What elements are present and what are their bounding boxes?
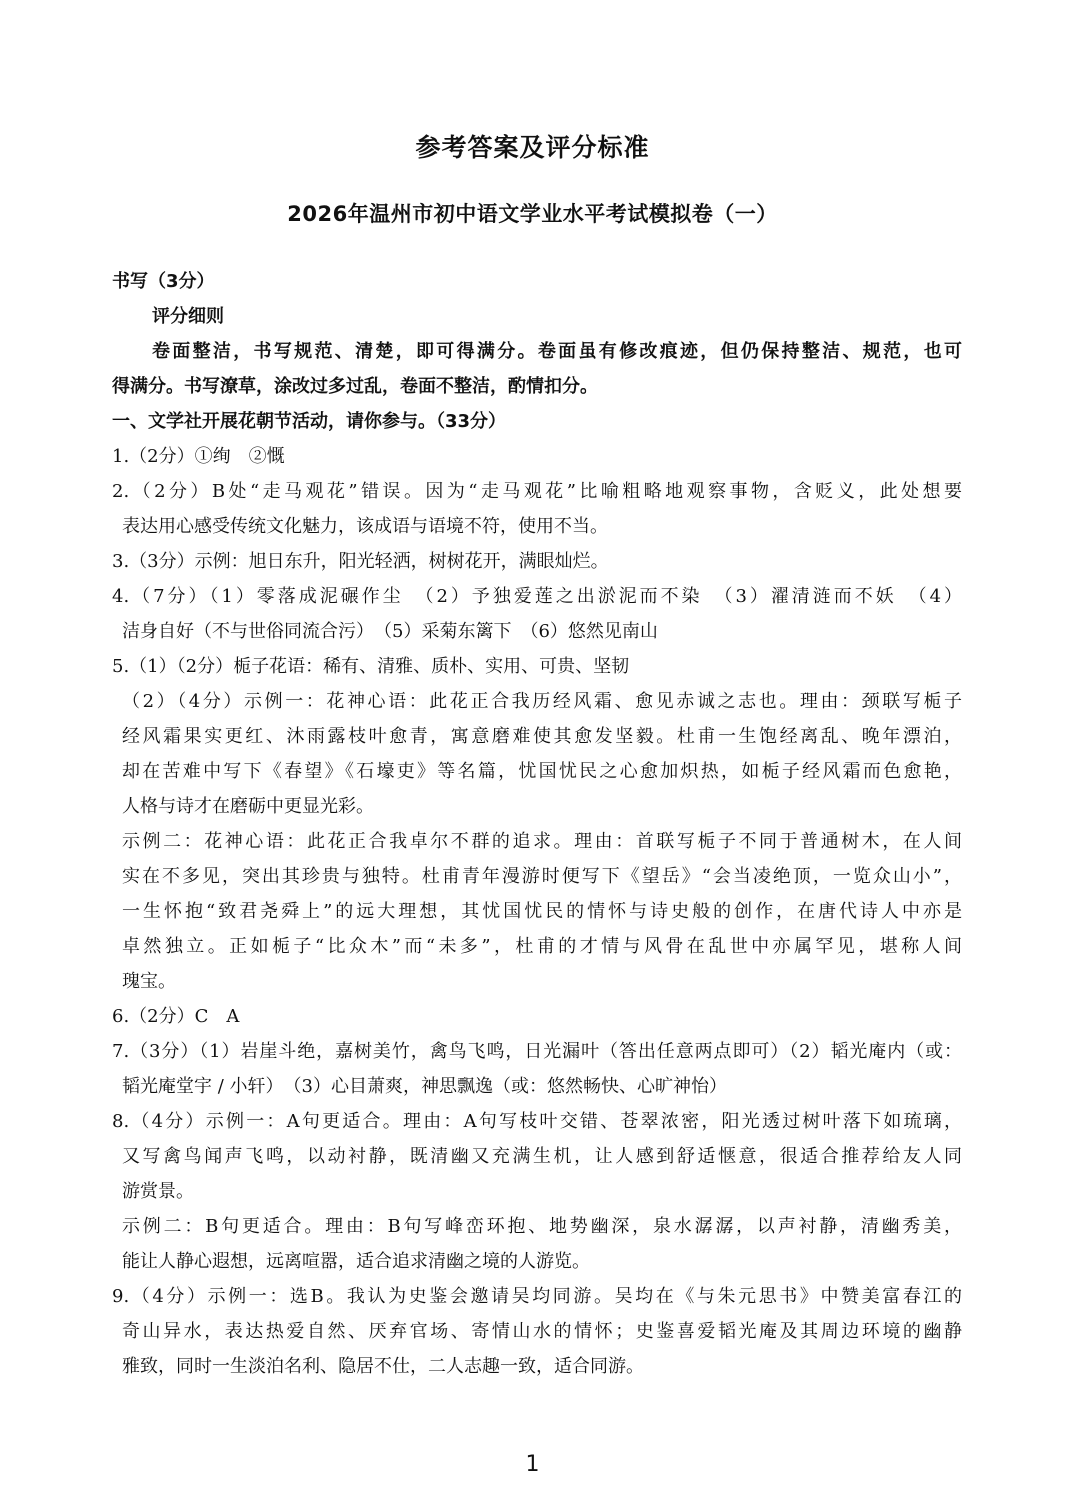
answer-item-9: 9.（4分）示例一：选B。我认为史鉴会邀请吴均同游。吴均在《与朱元思书》中赞美富春江的 <box>112 1286 962 1307</box>
section-heading-writing: 书写（3分） <box>112 271 215 292</box>
answer-item-8: 8.（4分）示例一：A句更适合。理由：A句写枝叶交错、苍翠浓密，阳光透过树叶落下如琉璃， <box>112 1111 962 1132</box>
text-line: 得满分。书写潦草，涂改过多过乱，卷面不整洁，酌情扣分。 <box>112 376 598 397</box>
text-line: （2）（4分）示例一：花神心语：此花正合我历经风霜、愈见赤诚之志也。理由：颈联写栀子 <box>122 691 962 712</box>
answer-item-5: 5.（1）（2分）栀子花语：稀有、清雅、质朴、实用、可贵、坚韧 <box>112 656 630 677</box>
text-line: 表达用心感受传统文化魅力，该成语与语境不符，使用不当。 <box>122 516 608 537</box>
answer-item-7: 7.（3分）（1）岩崖斗绝，嘉树美竹，禽鸟飞鸣，日光漏叶（答出任意两点即可）（2）韬光庵内（或： <box>112 1041 962 1062</box>
answer-item-6: 6.（2分）C A <box>112 1006 240 1027</box>
text-line: 卓然独立。正如栀子“比众木”而“未多”，杜甫的才情与风骨在乱世中亦属罕见，堪称人间 <box>122 936 962 957</box>
section-heading-part-one: 一、文学社开展花朝节活动，请你参与。（33分） <box>112 411 507 432</box>
page-number: 1 <box>525 1452 540 1477</box>
text-line: 人格与诗才在磨砺中更显光彩。 <box>122 796 374 817</box>
text-line: 能让人静心遐想，远离喧嚣，适合追求清幽之境的人游览。 <box>122 1251 590 1272</box>
text-line: 瑰宝。 <box>122 971 176 992</box>
text-line: 实在不多见，突出其珍贵与独特。杜甫青年漫游时便写下《望岳》“会当凌绝顶，一览众山小”， <box>122 866 962 887</box>
answer-item-1: 1.（2分）①绚 ②慨 <box>112 446 285 467</box>
text-line: 雅致，同时一生淡泊名利、隐居不仕，二人志趣一致，适合同游。 <box>122 1356 644 1377</box>
page-title: 参考答案及评分标准 <box>415 133 650 162</box>
scoring-rules-heading: 评分细则 <box>152 306 224 327</box>
answer-body <box>112 264 962 1384</box>
text-line: 却在苦难中写下《春望》《石壕吏》等名篇，忧国忧民之心愈加炽热，如栀子经风霜而色愈艳， <box>122 761 962 782</box>
text-line: 韬光庵堂宇 / 小轩） （3）心目萧爽，神思飘逸（或：悠然畅快、心旷神怡） <box>122 1076 727 1097</box>
text-line: 卷面整洁，书写规范、清楚，即可得满分。卷面虽有修改痕迹，但仍保持整洁、规范，也可 <box>152 341 962 362</box>
text-line: 又写禽鸟闻声飞鸣，以动衬静，既清幽又充满生机，让人感到舒适惬意，很适合推荐给友人同 <box>122 1146 962 1167</box>
text-line: 经风霜果实更红、沐雨露枝叶愈青，寓意磨难使其愈发坚毅。杜甫一生饱经离乱、晚年漂泊， <box>122 726 962 747</box>
text-line: 一生怀抱“致君尧舜上”的远大理想，其忧国忧民的情怀与诗史般的创作，在唐代诗人中亦是 <box>122 901 962 922</box>
text-line: 示例二：花神心语：此花正合我卓尔不群的追求。理由：首联写栀子不同于普通树木，在人间 <box>122 831 962 852</box>
answer-item-2: 2.（2分）B处“走马观花”错误。因为“走马观花”比喻粗略地观察事物，含贬义，此处想要 <box>112 481 962 502</box>
text-line: 示例二：B句更适合。理由：B句写峰峦环抱、地势幽深，泉水潺潺，以声衬静，清幽秀美， <box>122 1216 962 1237</box>
answer-item-4: 4.（7分）（1）零落成泥碾作尘 （2）予独爱莲之出淤泥而不染 （3）濯清涟而不妖 （4） <box>112 586 962 607</box>
text-line: 游赏景。 <box>122 1181 194 1202</box>
text-line: 奇山异水，表达热爱自然、厌弃官场、寄情山水的情怀；史鉴喜爱韬光庵及其周边环境的幽静 <box>122 1321 962 1342</box>
answer-item-3: 3.（3分）示例：旭日东升，阳光轻洒，树树花开，满眼灿烂。 <box>112 551 609 572</box>
page-subtitle: 2026年温州市初中语文学业水平考试模拟卷（一） <box>287 202 778 226</box>
text-line: 洁身自好（不与世俗同流合污） （5）采菊东篱下 （6）悠然见南山 <box>122 621 658 642</box>
